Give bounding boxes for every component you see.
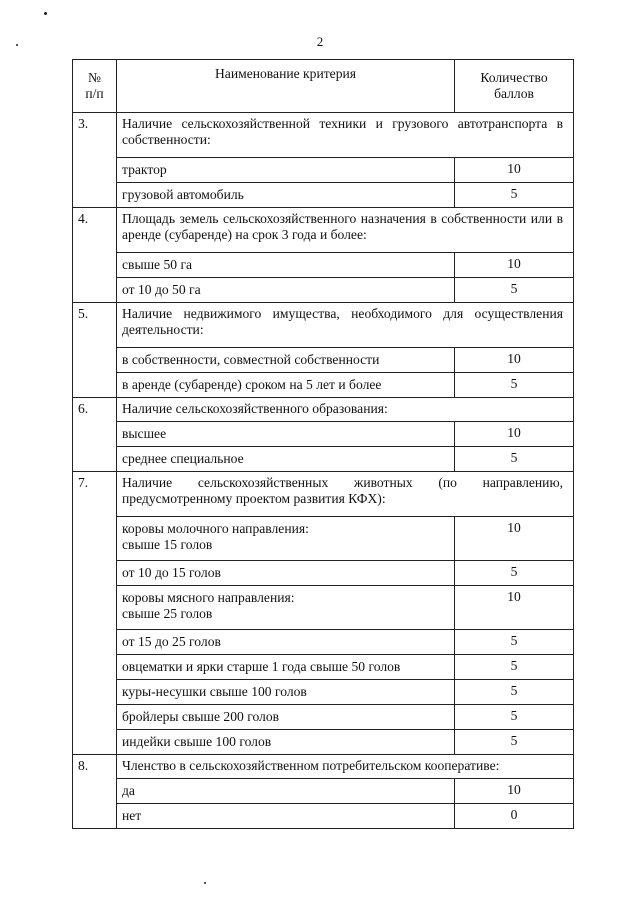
item-score: 10 <box>455 348 574 373</box>
header-score <box>455 60 574 113</box>
section-title: Наличие сельскохозяйственного образования: <box>117 398 574 422</box>
item-score: 5 <box>455 183 574 208</box>
item-row <box>73 278 574 303</box>
item-score: 10 <box>455 158 574 183</box>
header-score-line: баллов <box>494 86 534 101</box>
section-number: 3. <box>73 113 117 208</box>
section-title: Членство в сельскохозяйственном потребительском кооперативе: <box>117 755 574 779</box>
item-row <box>73 158 574 183</box>
item-name: среднее специальное <box>117 447 455 472</box>
header-criterion-name: Наименование критерия <box>117 60 455 113</box>
item-row <box>73 705 574 730</box>
section-title: Наличие недвижимого имущества, необходимого для осуществления деятельности: <box>117 303 574 348</box>
item-row <box>73 373 574 398</box>
item-row <box>73 348 574 373</box>
item-name: грузовой автомобиль <box>117 183 455 208</box>
item-score: 5 <box>455 561 574 586</box>
item-score: 5 <box>455 278 574 303</box>
item-score: 5 <box>455 680 574 705</box>
section-number: 6. <box>73 398 117 472</box>
item-name: да <box>117 779 455 804</box>
item-score: 10 <box>455 779 574 804</box>
section-number: 4. <box>73 208 117 303</box>
item-row <box>73 630 574 655</box>
section-row <box>73 113 574 158</box>
section-row <box>73 303 574 348</box>
item-name: от 10 до 15 голов <box>117 561 455 586</box>
item-score: 5 <box>455 655 574 680</box>
scan-speck <box>204 882 206 884</box>
section-row <box>73 398 574 422</box>
item-score: 10 <box>455 586 574 630</box>
item-score: 10 <box>455 253 574 278</box>
item-name: в аренде (субаренде) сроком на 5 лет и более <box>117 373 455 398</box>
item-score: 5 <box>455 730 574 755</box>
item-name <box>117 586 455 630</box>
item-row <box>73 730 574 755</box>
item-name: нет <box>117 804 455 829</box>
item-score: 5 <box>455 447 574 472</box>
section-number: 8. <box>73 755 117 829</box>
item-row <box>73 561 574 586</box>
item-row <box>73 655 574 680</box>
item-group-label: коровы молочного направления: <box>122 521 309 536</box>
item-row <box>73 517 574 561</box>
item-name: трактор <box>117 158 455 183</box>
item-row <box>73 779 574 804</box>
section-title: Площадь земель сельскохозяйственного назначения в собственности или в аренде (субаренде) на срок 3 года и более: <box>117 208 574 253</box>
section-title: Наличие сельскохозяйственных животных (по направлению, предусмотренному проектом развития КФХ): <box>117 472 574 517</box>
item-name-line: свыше 15 голов <box>122 537 213 552</box>
item-name: бройлеры свыше 200 голов <box>117 705 455 730</box>
item-name: от 15 до 25 голов <box>117 630 455 655</box>
section-number: 7. <box>73 472 117 755</box>
item-name: индейки свыше 100 голов <box>117 730 455 755</box>
header-score-line: Количество <box>480 70 548 85</box>
criteria-table <box>72 59 574 829</box>
item-name: овцематки и ярки старше 1 года свыше 50 голов <box>117 655 455 680</box>
table-header-row <box>73 60 574 113</box>
item-row <box>73 447 574 472</box>
section-title: Наличие сельскохозяйственной техники и грузового автотранспорта в собственности: <box>117 113 574 158</box>
item-score: 5 <box>455 373 574 398</box>
item-name: от 10 до 50 га <box>117 278 455 303</box>
item-row <box>73 804 574 829</box>
item-row <box>73 422 574 447</box>
header-number-line: № <box>88 70 101 85</box>
item-name <box>117 517 455 561</box>
scan-speck <box>44 12 47 15</box>
item-score: 0 <box>455 804 574 829</box>
page-number: 2 <box>316 34 324 49</box>
header-number-line: п/п <box>85 86 104 101</box>
item-row <box>73 183 574 208</box>
item-score: 10 <box>455 517 574 561</box>
item-row <box>73 253 574 278</box>
section-row <box>73 755 574 779</box>
item-score: 10 <box>455 422 574 447</box>
item-name: в собственности, совместной собственности <box>117 348 455 373</box>
item-score: 5 <box>455 630 574 655</box>
header-number <box>73 60 117 113</box>
table-body <box>73 113 574 829</box>
item-name: свыше 50 га <box>117 253 455 278</box>
item-group-label: коровы мясного направления: <box>122 590 295 605</box>
item-score: 5 <box>455 705 574 730</box>
item-name: высшее <box>117 422 455 447</box>
section-number: 5. <box>73 303 117 398</box>
item-name-line: свыше 25 голов <box>122 606 213 621</box>
section-row <box>73 208 574 253</box>
section-row <box>73 472 574 517</box>
item-name: куры-несушки свыше 100 голов <box>117 680 455 705</box>
item-row <box>73 680 574 705</box>
item-row <box>73 586 574 630</box>
